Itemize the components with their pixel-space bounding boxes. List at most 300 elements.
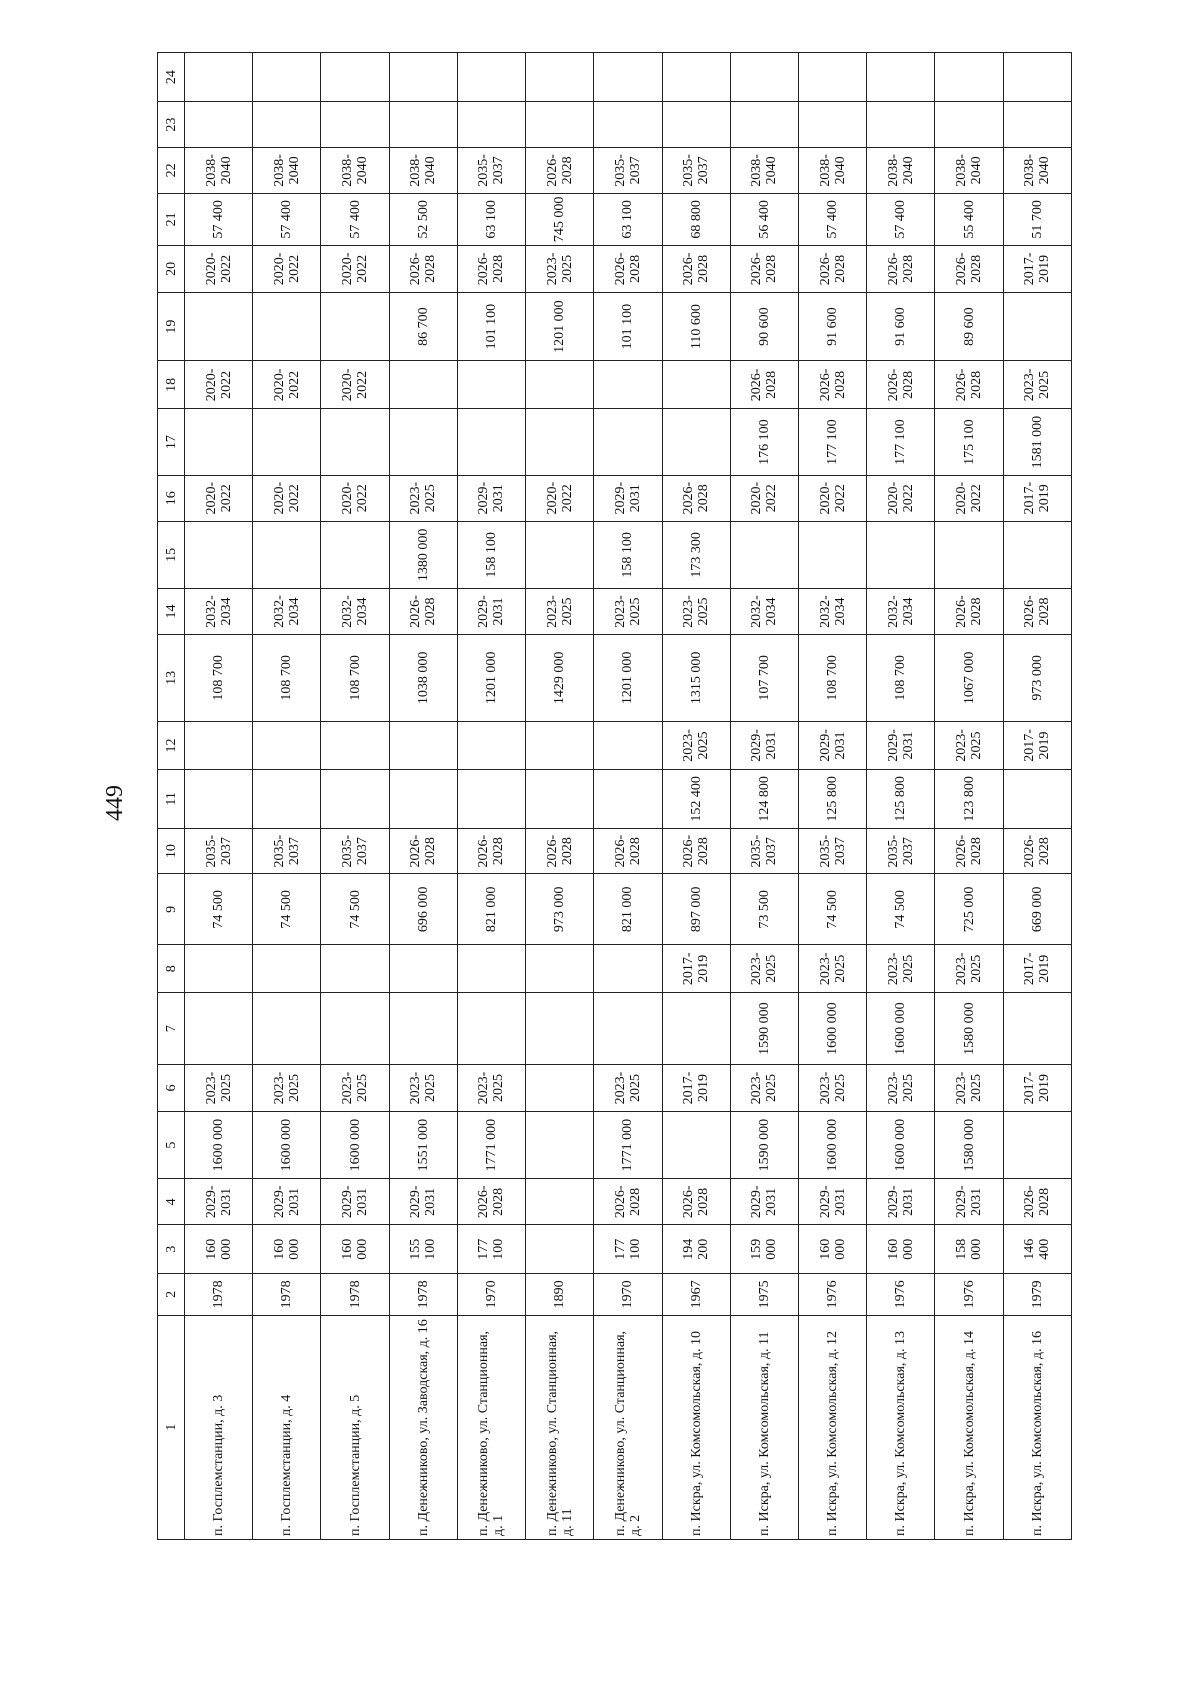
table-cell: 2026-2028: [662, 475, 730, 521]
table-cell: 2029-2031: [594, 475, 662, 521]
table-cell: [253, 721, 321, 769]
address-cell: п. Искра, ул. Комсомольская, д. 16: [1003, 1315, 1071, 1539]
table-cell: 2017-2019: [1003, 475, 1071, 521]
table-cell: 696 000: [389, 874, 457, 945]
table-cell: 1600 000: [253, 1111, 321, 1179]
table-cell: [594, 361, 662, 409]
table-cell: 124 800: [730, 769, 798, 828]
table-cell: [594, 993, 662, 1065]
table-cell: 2026-2028: [662, 1179, 730, 1225]
table-cell: 177 100: [867, 409, 935, 475]
table-cell: 2026-2028: [1003, 589, 1071, 635]
table-cell: 2020-2022: [321, 361, 389, 409]
table-cell: 57 400: [321, 193, 389, 245]
table-cell: [253, 292, 321, 361]
table-cell: 2023-2025: [867, 1065, 935, 1112]
table-cell: 2017-2019: [662, 1065, 730, 1112]
table-cell: 897 000: [662, 874, 730, 945]
table-cell: 2038-2040: [253, 147, 321, 193]
table-cell: [321, 721, 389, 769]
table-cell: [730, 102, 798, 148]
table-cell: 2032-2034: [321, 589, 389, 635]
table-cell: 2023-2025: [730, 1065, 798, 1112]
table-cell: 74 500: [253, 874, 321, 945]
table-cell: 1380 000: [389, 521, 457, 589]
table-cell: 2023-2025: [594, 1065, 662, 1112]
table-cell: 89 600: [935, 292, 1003, 361]
table-cell: 1590 000: [730, 1111, 798, 1179]
table-cell: 108 700: [798, 634, 866, 721]
address-cell: п. Искра, ул. Комсомольская, д. 12: [798, 1315, 866, 1539]
table-cell: 123 800: [935, 769, 1003, 828]
table-cell: [1003, 102, 1071, 148]
table-cell: [185, 769, 253, 828]
table-cell: 1600 000: [798, 993, 866, 1065]
table-cell: [935, 102, 1003, 148]
table-cell: [185, 409, 253, 475]
table-cell: 2026-2028: [935, 828, 1003, 874]
column-header: 15: [158, 521, 185, 589]
table-cell: 2023-2025: [935, 1065, 1003, 1112]
column-header: 2: [158, 1274, 185, 1315]
table-cell: 1580 000: [935, 993, 1003, 1065]
table-cell: [798, 102, 866, 148]
table-cell: 2038-2040: [185, 147, 253, 193]
column-header: 14: [158, 589, 185, 635]
table-cell: [594, 102, 662, 148]
table-cell: 2026-2028: [1003, 1179, 1071, 1225]
table-cell: [526, 993, 594, 1065]
table-cell: 2026-2028: [389, 246, 457, 293]
table-cell: 2035-2037: [594, 147, 662, 193]
table-cell: 2017-2019: [1003, 721, 1071, 769]
table-cell: 1038 000: [389, 634, 457, 721]
table-cell: 973 000: [1003, 634, 1071, 721]
column-header: 17: [158, 409, 185, 475]
table-cell: 2026-2028: [526, 147, 594, 193]
table-cell: [526, 53, 594, 102]
table-row: [798, 53, 866, 1540]
table-cell: 1771 000: [457, 1111, 525, 1179]
table-cell: 2017-2019: [662, 945, 730, 993]
table-cell: [662, 361, 730, 409]
table-cell: [526, 409, 594, 475]
table-cell: 2023-2025: [526, 589, 594, 635]
column-header: 8: [158, 945, 185, 993]
table-cell: 108 700: [867, 634, 935, 721]
table-cell: [594, 409, 662, 475]
rotated-table-container: [157, 52, 1072, 1540]
table-cell: [867, 521, 935, 589]
table-cell: [185, 993, 253, 1065]
table-cell: 2020-2022: [730, 475, 798, 521]
table-cell: 74 500: [321, 874, 389, 945]
table-cell: 63 100: [594, 193, 662, 245]
table-cell: [1003, 769, 1071, 828]
table-cell: 55 400: [935, 193, 1003, 245]
table-cell: 2023-2025: [185, 1065, 253, 1112]
table-cell: 2020-2022: [253, 361, 321, 409]
column-header: 21: [158, 193, 185, 245]
table-cell: 2020-2022: [185, 361, 253, 409]
column-header: 6: [158, 1065, 185, 1112]
table-cell: 2020-2022: [185, 246, 253, 293]
table-cell: 2035-2037: [730, 828, 798, 874]
table-cell: 2032-2034: [867, 589, 935, 635]
table-cell: 2026-2028: [457, 246, 525, 293]
table-cell: [321, 769, 389, 828]
table-cell: 2020-2022: [185, 475, 253, 521]
table-cell: [798, 521, 866, 589]
table-cell: [389, 945, 457, 993]
table-cell: 2026-2028: [594, 1179, 662, 1225]
address-cell: п. Денежниково, ул. Заводская, д. 16: [389, 1315, 457, 1539]
table-cell: 175 100: [935, 409, 1003, 475]
table-cell: 1580 000: [935, 1111, 1003, 1179]
table-cell: 2023-2025: [389, 475, 457, 521]
table-cell: [594, 53, 662, 102]
table-cell: 1970: [457, 1274, 525, 1315]
table-cell: 177 100: [594, 1225, 662, 1274]
table-cell: 194 200: [662, 1225, 730, 1274]
table-cell: [253, 102, 321, 148]
table-cell: 2023-2025: [457, 1065, 525, 1112]
table-cell: 2023-2025: [662, 589, 730, 635]
table-cell: 2026-2028: [389, 589, 457, 635]
table-cell: 1581 000: [1003, 409, 1071, 475]
table-cell: 173 300: [662, 521, 730, 589]
column-header: 12: [158, 721, 185, 769]
table-cell: [526, 1179, 594, 1225]
table-cell: 2038-2040: [935, 147, 1003, 193]
table-cell: [935, 521, 1003, 589]
table-cell: 2026-2028: [526, 828, 594, 874]
table-cell: 108 700: [185, 634, 253, 721]
table-cell: 2029-2031: [867, 1179, 935, 1225]
table-cell: 2020-2022: [321, 475, 389, 521]
table-cell: 2026-2028: [457, 1179, 525, 1225]
table-cell: [389, 769, 457, 828]
table-cell: [526, 102, 594, 148]
table-cell: 90 600: [730, 292, 798, 361]
table-cell: [730, 521, 798, 589]
table-cell: 1590 000: [730, 993, 798, 1065]
table-cell: 107 700: [730, 634, 798, 721]
table-cell: 2023-2025: [798, 1065, 866, 1112]
table-cell: 2035-2037: [185, 828, 253, 874]
table-cell: 2017-2019: [1003, 945, 1071, 993]
table-cell: 56 400: [730, 193, 798, 245]
table-cell: 2029-2031: [798, 1179, 866, 1225]
table-cell: 2026-2028: [798, 361, 866, 409]
table-cell: [185, 102, 253, 148]
table-cell: [389, 53, 457, 102]
table-cell: 2026-2028: [457, 828, 525, 874]
table-cell: [457, 409, 525, 475]
table-cell: 1551 000: [389, 1111, 457, 1179]
table-cell: 1976: [935, 1274, 1003, 1315]
table-cell: 2026-2028: [389, 828, 457, 874]
table-cell: [185, 721, 253, 769]
table-cell: [798, 53, 866, 102]
table-cell: [662, 102, 730, 148]
column-header: 13: [158, 634, 185, 721]
table-cell: 2032-2034: [253, 589, 321, 635]
table-cell: [1003, 1111, 1071, 1179]
address-cell: п. Денежниково, ул. Станционная, д. 1: [457, 1315, 525, 1539]
table-cell: 2026-2028: [662, 828, 730, 874]
table-cell: 2017-2019: [1003, 1065, 1071, 1112]
table-cell: 2023-2025: [1003, 361, 1071, 409]
table-cell: [321, 292, 389, 361]
table-cell: [526, 1111, 594, 1179]
column-header: 1: [158, 1315, 185, 1539]
table-cell: 1201 000: [457, 634, 525, 721]
table-cell: [457, 721, 525, 769]
table-cell: [389, 361, 457, 409]
table-cell: 86 700: [389, 292, 457, 361]
table-cell: 2029-2031: [935, 1179, 1003, 1225]
table-cell: [457, 361, 525, 409]
table-cell: [321, 53, 389, 102]
column-header: 3: [158, 1225, 185, 1274]
table-cell: 2029-2031: [457, 475, 525, 521]
table-cell: 108 700: [253, 634, 321, 721]
table-cell: 2020-2022: [253, 246, 321, 293]
table-cell: 158 100: [594, 521, 662, 589]
table-cell: 669 000: [1003, 874, 1071, 945]
address-cell: п. Искра, ул. Комсомольская, д. 14: [935, 1315, 1003, 1539]
table-cell: 1975: [730, 1274, 798, 1315]
table-cell: 2023-2025: [798, 945, 866, 993]
table-cell: 160 000: [321, 1225, 389, 1274]
table-cell: 52 500: [389, 193, 457, 245]
table-cell: [526, 721, 594, 769]
table-row: [185, 53, 253, 1540]
table-cell: 2029-2031: [253, 1179, 321, 1225]
table-cell: 2038-2040: [321, 147, 389, 193]
table-cell: [253, 993, 321, 1065]
table-cell: 155 100: [389, 1225, 457, 1274]
table-cell: [662, 53, 730, 102]
table-cell: 2017-2019: [1003, 246, 1071, 293]
table-cell: 108 700: [321, 634, 389, 721]
table-cell: 1978: [389, 1274, 457, 1315]
table-cell: 91 600: [867, 292, 935, 361]
table-cell: 57 400: [867, 193, 935, 245]
table-row: [321, 53, 389, 1540]
table-cell: 2023-2025: [253, 1065, 321, 1112]
column-header: 23: [158, 102, 185, 148]
table-cell: 2023-2025: [730, 945, 798, 993]
table-cell: [935, 53, 1003, 102]
column-header: 24: [158, 53, 185, 102]
table-cell: 2020-2022: [526, 475, 594, 521]
table-cell: 2023-2025: [867, 945, 935, 993]
table-cell: [253, 521, 321, 589]
table-cell: 2026-2028: [1003, 828, 1071, 874]
table-cell: 2020-2022: [867, 475, 935, 521]
table-cell: 1429 000: [526, 634, 594, 721]
table-cell: 2035-2037: [457, 147, 525, 193]
table-cell: 2023-2025: [389, 1065, 457, 1112]
table-cell: 821 000: [594, 874, 662, 945]
table-cell: 125 800: [798, 769, 866, 828]
table-cell: 177 100: [798, 409, 866, 475]
table-cell: 2026-2028: [730, 361, 798, 409]
table-cell: 125 800: [867, 769, 935, 828]
column-header: 7: [158, 993, 185, 1065]
table-cell: 1201 000: [594, 634, 662, 721]
table-cell: 2035-2037: [867, 828, 935, 874]
table-cell: 73 500: [730, 874, 798, 945]
table-cell: [457, 945, 525, 993]
table-cell: 2029-2031: [321, 1179, 389, 1225]
table-cell: 2020-2022: [935, 475, 1003, 521]
table-cell: 821 000: [457, 874, 525, 945]
table-cell: 74 500: [185, 874, 253, 945]
table-cell: 2038-2040: [867, 147, 935, 193]
table-cell: 2038-2040: [730, 147, 798, 193]
table-cell: 160 000: [185, 1225, 253, 1274]
table-cell: [662, 1111, 730, 1179]
table-cell: [1003, 993, 1071, 1065]
table-cell: [321, 521, 389, 589]
table-cell: [594, 721, 662, 769]
table-cell: [457, 769, 525, 828]
table-cell: 2029-2031: [867, 721, 935, 769]
table-row: [457, 53, 525, 1540]
table-cell: 160 000: [798, 1225, 866, 1274]
address-cell: п. Денежниково, ул. Станционная, д. 2: [594, 1315, 662, 1539]
address-cell: п. Денежниково, ул. Станционная, д. 11: [526, 1315, 594, 1539]
table-cell: 2035-2037: [253, 828, 321, 874]
table-cell: 177 100: [457, 1225, 525, 1274]
header-row: [158, 53, 185, 1540]
table-cell: 2038-2040: [389, 147, 457, 193]
table-cell: [185, 292, 253, 361]
table-cell: [253, 53, 321, 102]
table-cell: [1003, 521, 1071, 589]
table-cell: 2029-2031: [730, 1179, 798, 1225]
table-cell: 2026-2028: [935, 589, 1003, 635]
table-row: [1003, 53, 1071, 1540]
table-cell: [389, 102, 457, 148]
table-cell: [389, 721, 457, 769]
table-cell: 2029-2031: [457, 589, 525, 635]
column-header: 9: [158, 874, 185, 945]
table-cell: [321, 102, 389, 148]
table-cell: 1315 000: [662, 634, 730, 721]
column-header: 19: [158, 292, 185, 361]
table-cell: 2032-2034: [730, 589, 798, 635]
table-cell: 1976: [798, 1274, 866, 1315]
table-cell: 2023-2025: [526, 246, 594, 293]
table-cell: 2032-2034: [798, 589, 866, 635]
table-cell: [457, 993, 525, 1065]
column-header: 16: [158, 475, 185, 521]
column-header: 22: [158, 147, 185, 193]
table-cell: 725 000: [935, 874, 1003, 945]
table-cell: 2023-2025: [321, 1065, 389, 1112]
table-row: [935, 53, 1003, 1540]
table-cell: 2029-2031: [185, 1179, 253, 1225]
table-cell: 160 000: [867, 1225, 935, 1274]
table-cell: 2026-2028: [867, 361, 935, 409]
table-cell: 2029-2031: [798, 721, 866, 769]
table-cell: 2023-2025: [935, 721, 1003, 769]
table-cell: [253, 409, 321, 475]
table-cell: [867, 53, 935, 102]
table-row: [662, 53, 730, 1540]
table-cell: 158 000: [935, 1225, 1003, 1274]
table-cell: [526, 521, 594, 589]
table-cell: 68 800: [662, 193, 730, 245]
table-cell: 2029-2031: [730, 721, 798, 769]
table-cell: 1967: [662, 1274, 730, 1315]
table-cell: 2026-2028: [935, 361, 1003, 409]
table-cell: [389, 409, 457, 475]
table-cell: [185, 945, 253, 993]
table-cell: 91 600: [798, 292, 866, 361]
table-cell: 2026-2028: [867, 246, 935, 293]
table-row: [253, 53, 321, 1540]
table-cell: 146 400: [1003, 1225, 1071, 1274]
table-cell: [457, 102, 525, 148]
address-cell: п. Искра, ул. Комсомольская, д. 13: [867, 1315, 935, 1539]
table-row: [867, 53, 935, 1540]
address-cell: п. Госплемстанции, д. 3: [185, 1315, 253, 1539]
table-cell: 160 000: [253, 1225, 321, 1274]
table-cell: 2023-2025: [935, 945, 1003, 993]
table-cell: 973 000: [526, 874, 594, 945]
table-cell: 1976: [867, 1274, 935, 1315]
table-cell: [867, 102, 935, 148]
column-header: 5: [158, 1111, 185, 1179]
table-cell: [389, 993, 457, 1065]
table-cell: 51 700: [1003, 193, 1071, 245]
table-cell: [253, 945, 321, 993]
table-cell: 1771 000: [594, 1111, 662, 1179]
table-cell: 1978: [185, 1274, 253, 1315]
column-header: 10: [158, 828, 185, 874]
table-cell: [457, 53, 525, 102]
table-cell: [594, 945, 662, 993]
table-cell: [526, 945, 594, 993]
table-cell: 74 500: [798, 874, 866, 945]
table-cell: [662, 993, 730, 1065]
table-cell: 2038-2040: [1003, 147, 1071, 193]
table-row: [389, 53, 457, 1540]
table-cell: 2026-2028: [798, 246, 866, 293]
column-header: 11: [158, 769, 185, 828]
table-cell: 1979: [1003, 1274, 1071, 1315]
table-cell: 158 100: [457, 521, 525, 589]
table-cell: 2020-2022: [321, 246, 389, 293]
table-cell: [185, 53, 253, 102]
table-cell: 152 400: [662, 769, 730, 828]
table-cell: [526, 769, 594, 828]
table-cell: 176 100: [730, 409, 798, 475]
table-cell: 1970: [594, 1274, 662, 1315]
table-cell: 2026-2028: [730, 246, 798, 293]
table-cell: [526, 1225, 594, 1274]
table-cell: 1600 000: [185, 1111, 253, 1179]
table-cell: 2035-2037: [662, 147, 730, 193]
table-cell: 2026-2028: [662, 246, 730, 293]
table-cell: 2026-2028: [594, 828, 662, 874]
table-cell: 2035-2037: [798, 828, 866, 874]
